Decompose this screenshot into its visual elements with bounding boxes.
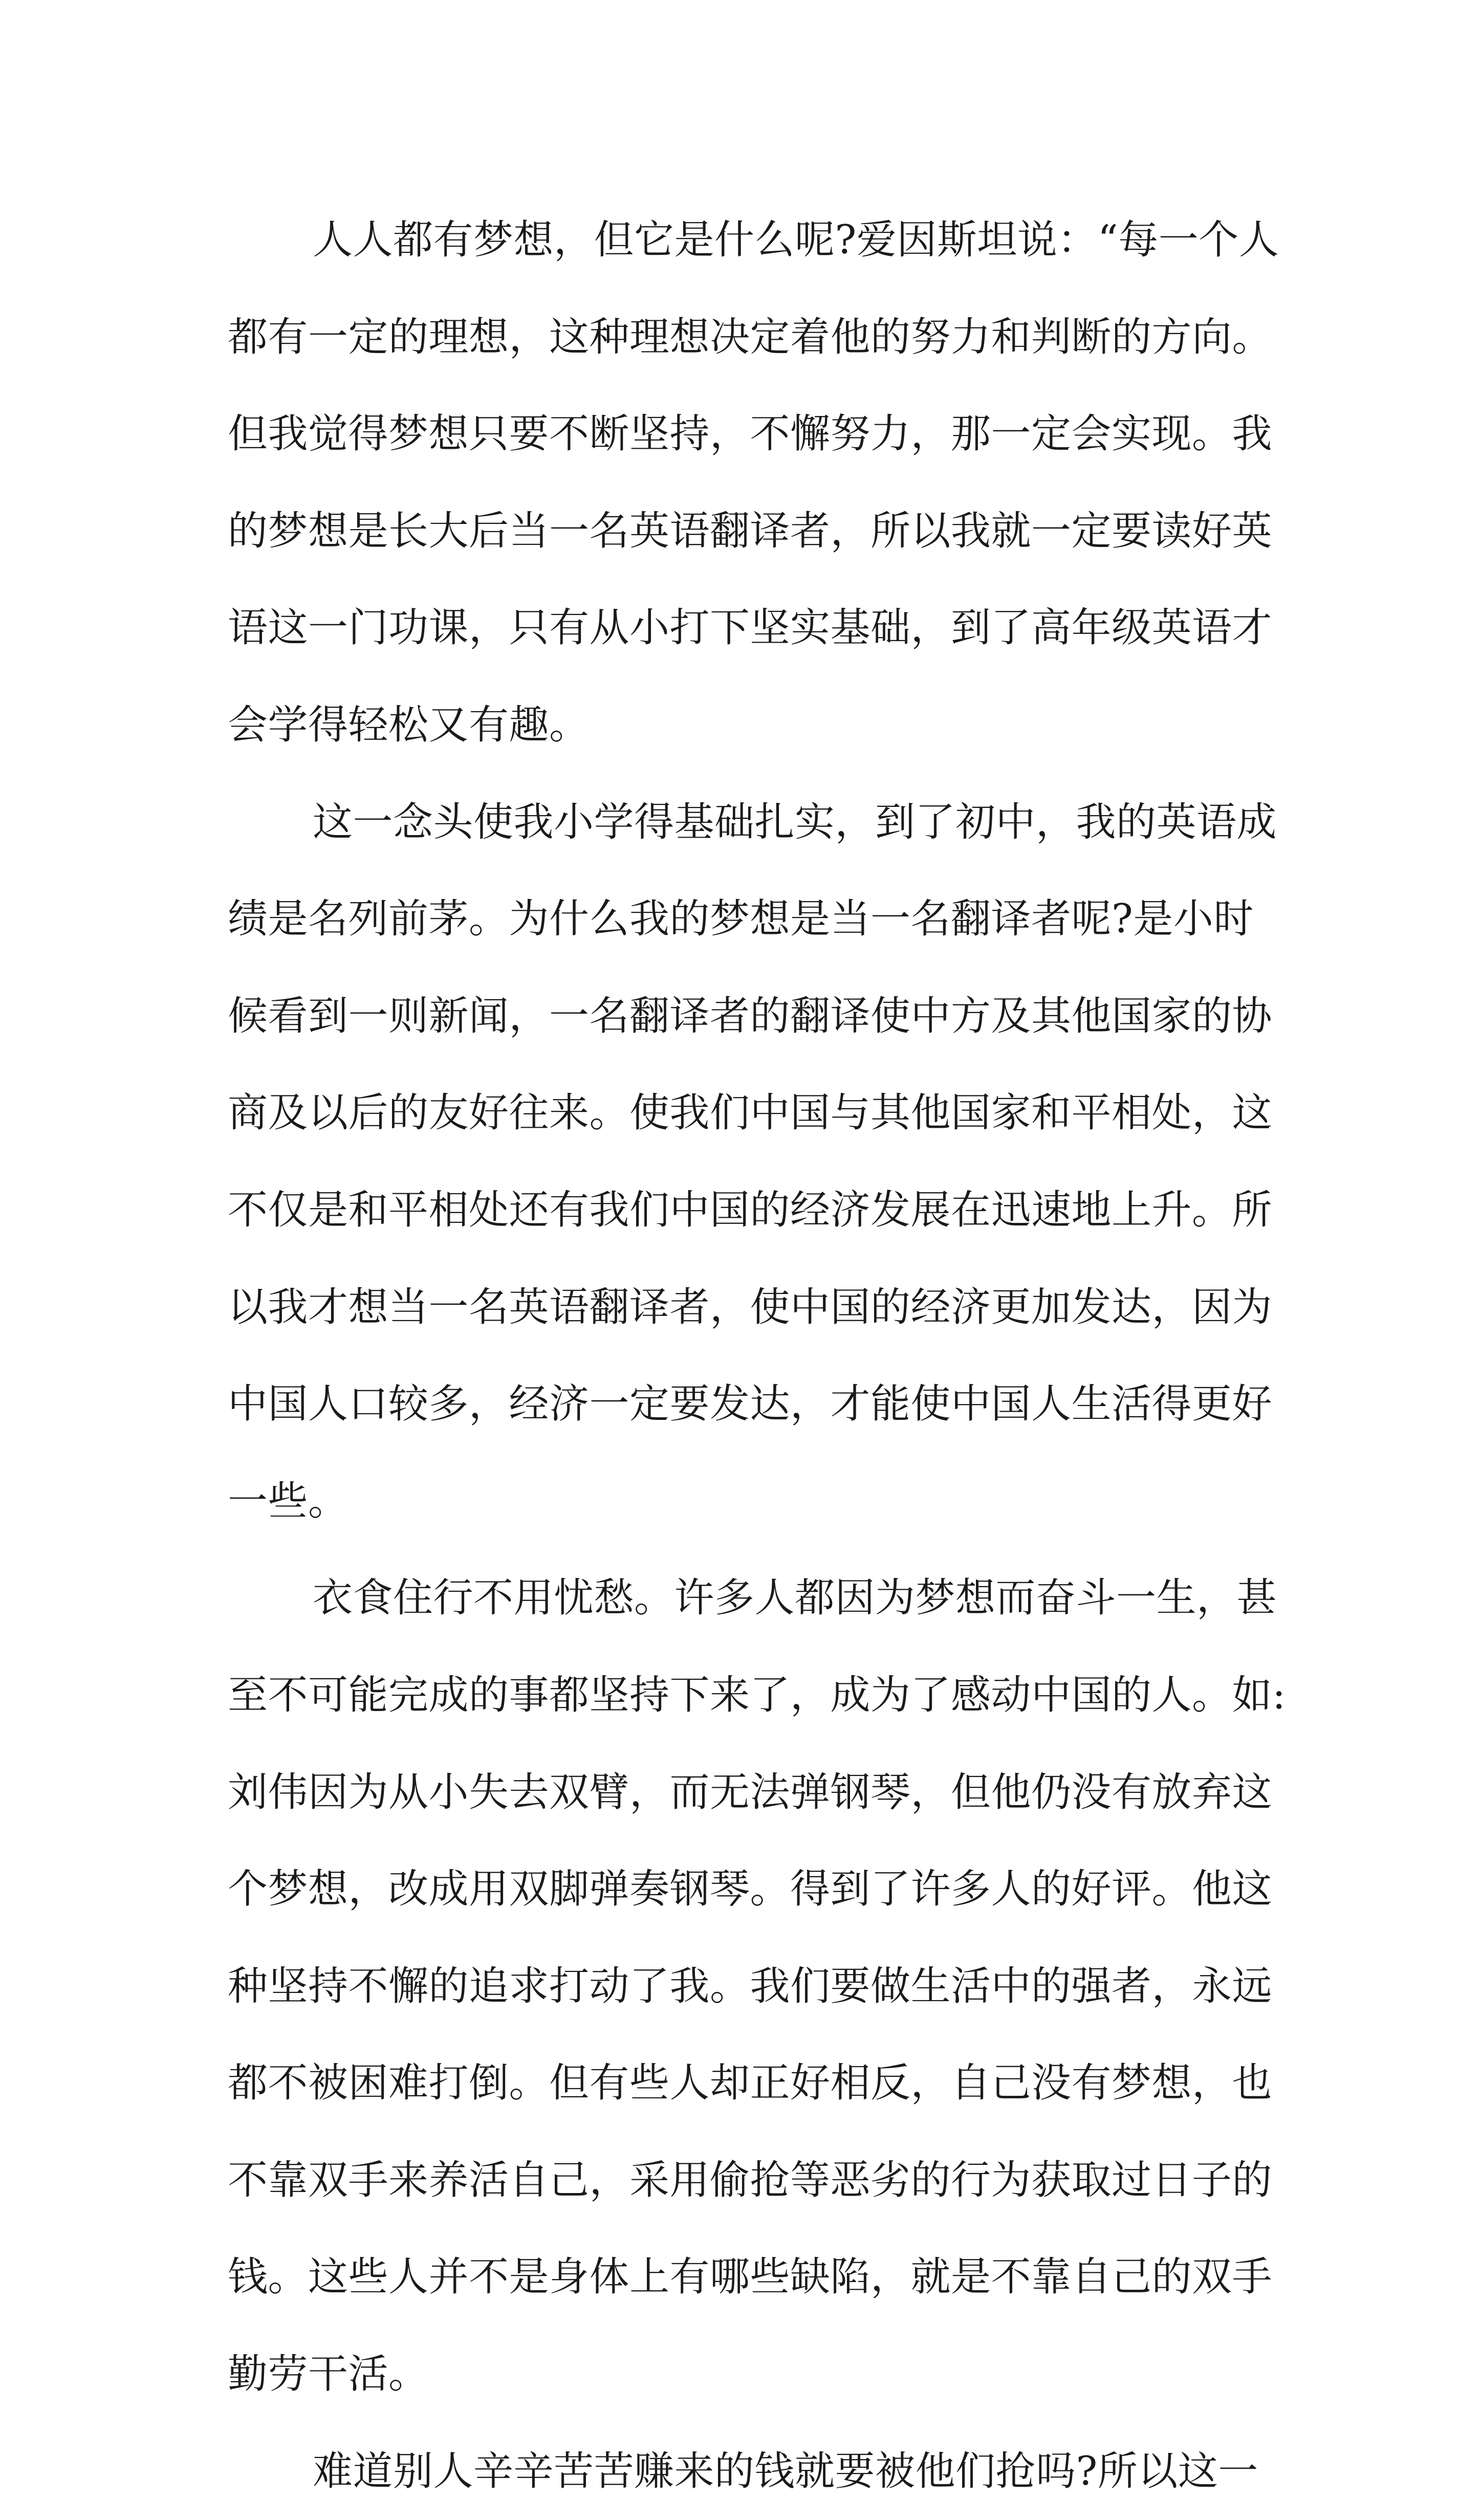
paragraph-line: 语这一门功课，只有从小打下坚实基础，到了高年级英语才 (228, 605, 1273, 651)
paragraph-line: 会学得轻松又有趣。 (228, 702, 590, 748)
paragraph-line: 衣食住行不用忧愁。许多人都因为梦想而奋斗一生，甚 (313, 1575, 1277, 1621)
paragraph-line: 不仅是和平相处还有我们中国的经济发展在迅速地上升。所 (228, 1187, 1273, 1233)
paragraph-line: 不靠双手来养活自己，采用偷抢等恶劣的行为获取过日子的 (228, 2157, 1273, 2203)
paragraph-line: 都有一定的理想，这种理想决定着他的努力和判断的方向。 (228, 314, 1273, 360)
paragraph-line: 但我觉得梦想只要不断坚持，不懈努力，那一定会实现。我 (228, 411, 1273, 457)
document-body (228, 192, 1297, 2520)
paragraph-line: 勤劳干活。 (228, 2351, 429, 2398)
paragraph-line: 钱。这些人并不是身体上有哪些缺陷，就是不靠自己的双手 (228, 2254, 1273, 2300)
paragraph-line: 商及以后的友好往来。使我们中国与其他国家和平相处，这 (228, 1090, 1273, 1136)
paragraph-1 (228, 192, 1297, 774)
paragraph-line: 难道别人辛辛苦苦赚来的钱就要被他们抢吗?所以这一 (313, 2448, 1258, 2494)
paragraph-line: 的梦想是长大后当一名英语翻译者，所以我就一定要读好英 (228, 508, 1273, 554)
paragraph-line: 一些。 (228, 1478, 349, 1524)
paragraph-4 (228, 2423, 1297, 2520)
paragraph-line: 中国人口较多，经济一定要发达，才能使中国人生活得更好 (228, 1381, 1273, 1428)
paragraph-line: 候看到一则新闻，一名翻译者的翻译使中方及其他国家的协 (228, 993, 1273, 1039)
paragraph-line: 至不可能完成的事都坚持下来了，成为了感动中国的人。如: (228, 1672, 1286, 1718)
paragraph-line: 以我才想当一名英语翻译者，使中国的经济更加发达，因为 (228, 1284, 1273, 1330)
paragraph-line: 这一念头使我小学得基础扎实，到了初中，我的英语成 (313, 799, 1277, 845)
paragraph-line: 都不被困难打倒。但有些人却正好相反，自己没有梦想，也 (228, 2060, 1273, 2107)
paragraph-2 (228, 774, 1297, 1550)
paragraph-line: 刘伟因为从小失去双臂，而无法弹钢琴，但他仍没有放弃这 (228, 1769, 1273, 1815)
paragraph-3 (228, 1550, 1297, 2423)
paragraph-line: 人人都有梦想，但它是什么呢?爱因斯坦说：“每一个人 (313, 217, 1279, 263)
paragraph-line: 绩是名列前茅。为什么我的梦想是当一名翻译者呢?是小时 (228, 896, 1254, 943)
paragraph-line: 种坚持不懈的追求打动了我。我们要做生活中的强者，永远 (228, 1963, 1273, 2009)
paragraph-line: 个梦想，改成用双脚弹奏钢琴。得到了许多人的好评。他这 (228, 1866, 1273, 1913)
